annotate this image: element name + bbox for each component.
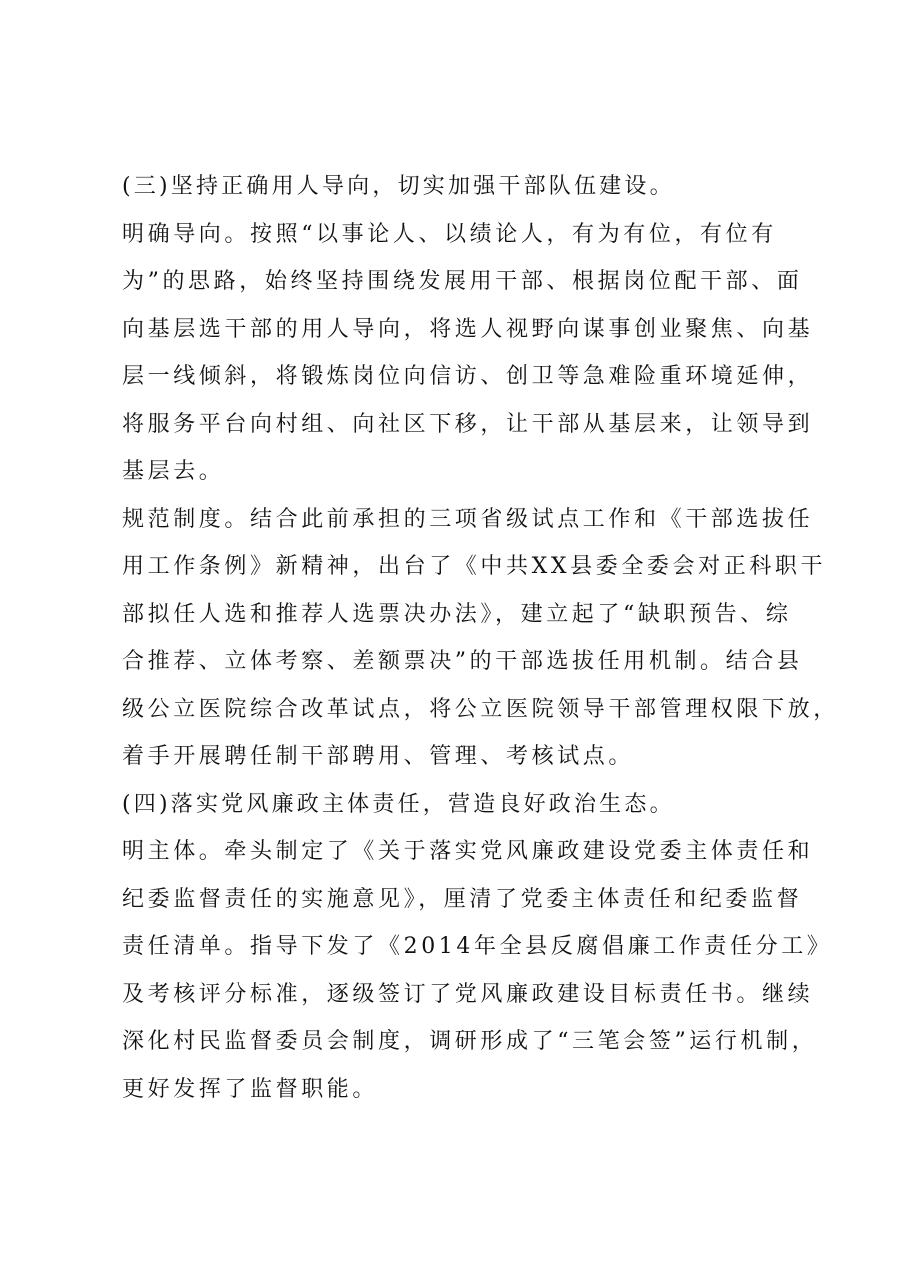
- paragraph-line: 及考核评分标准，逐级签订了党风廉政建设目标责任书。继续: [122, 981, 814, 1007]
- paragraph-line: 部拟任人选和推荐人选票决办法》，建立起了“缺职预告、综: [122, 601, 792, 627]
- paragraph-line: 明主体。牵头制定了《关于落实党风廉政建设党委主体责任和: [122, 839, 814, 864]
- paragraph-line: 层一线倾斜，将锻炼岗位向信访、创卫等急难险重环境延伸，: [122, 364, 814, 389]
- paragraph-line: 责任清单。指导下发了《2014年全县反腐倡廉工作责任分工》: [122, 934, 833, 959]
- paragraph-line: 着手开展聘任制干部聘用、管理、考核试点。: [122, 744, 635, 769]
- paragraph-line: 合推荐、立体考察、差额票决”的干部选拔任用机制。结合县: [122, 649, 803, 674]
- document-body: [122, 163, 839, 1113]
- paragraph-line: 深化村民监督委员会制度，调研形成了“三笔会签”运行机制，: [122, 1029, 818, 1054]
- paragraph-line: 向基层选干部的用人导向，将选人视野向谋事创业聚焦、向基: [122, 316, 814, 342]
- paragraph-line: 基层去。: [122, 459, 225, 484]
- paragraph-line: 用工作条例》新精神，出台了《中共XX县委全委会对正科职干: [122, 554, 827, 579]
- section-heading-3: (三)坚持正确用人导向，切实加强干部队伍建设。: [122, 174, 675, 199]
- paragraph-line: 明确导向。按照“以事论人、以绩论人，有为有位，有位有: [122, 221, 777, 247]
- paragraph-line: 规范制度。结合此前承担的三项省级试点工作和《干部选拔任: [122, 506, 814, 532]
- section-heading-4: (四)落实党风廉政主体责任，营造良好政治生态。: [122, 791, 675, 817]
- paragraph-line: 纪委监督责任的实施意见》，厘清了党委主体责任和纪委监督: [122, 886, 803, 912]
- paragraph-line: 级公立医院综合改革试点，将公立医院领导干部管理权限下放，: [122, 696, 839, 722]
- paragraph-line: 为”的思路，始终坚持围绕发展用干部、根据岗位配干部、面: [122, 269, 803, 294]
- paragraph-line: 将服务平台向村组、向社区下移，让干部从基层来，让领导到: [122, 411, 814, 437]
- paragraph-line: 更好发挥了监督职能。: [122, 1076, 379, 1102]
